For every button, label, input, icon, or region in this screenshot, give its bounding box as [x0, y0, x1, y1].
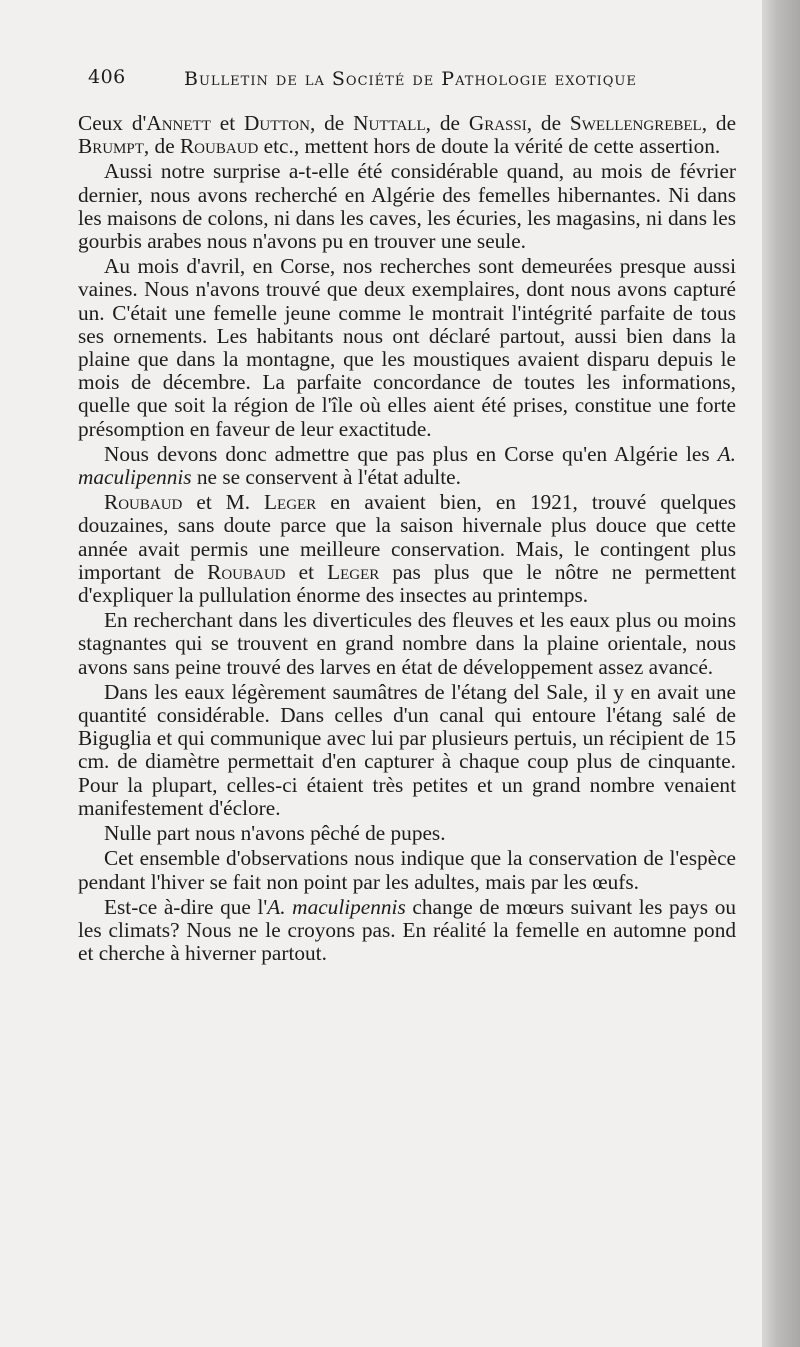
body-text — [78, 112, 736, 967]
text-run: Ceux d' — [78, 111, 147, 135]
text-run: et — [285, 559, 328, 584]
author-name: Roubaud — [207, 559, 286, 584]
paragraph-7: Dans les eaux légèrement saumâtres de l'étang del Sale, il y en avait une quantité considérable. Dans celles d'un canal qui entoure l'étang salé de Biguglia et qui communique avec lui par plusieurs pertuis, un récipient de 15 cm. de diamètre permettait d'en capturer à chaque coup plus de cinquante. Pour la plupart, celles-ci étaient très petites et un grand nombre venaient manifestement d'éclore. — [78, 679, 736, 820]
text-run: , de — [425, 111, 469, 135]
journal-title: Bulletin de la Société de Pathologie exotique — [184, 68, 637, 90]
author-name: Leger — [264, 490, 317, 515]
text-run: en avaient bien, en 1921, trouvé quelques douzaines, sans doute parce que la saison hivernale plus douce que cette année avait permis une meilleure conservation. Mais, le contingent plus important de — [78, 490, 736, 584]
text-run: pas plus que le nôtre ne permettent d'expliquer la pullulation énorme des insectes au printemps. — [78, 559, 736, 608]
text-run: ne se conservent à l'état adulte. — [191, 465, 461, 490]
paragraph-9: Cet ensemble d'observations nous indique que la conservation de l'espèce pendant l'hiver se fait non point par les adultes, mais par les œufs. — [78, 846, 736, 894]
paragraph-1 — [78, 112, 736, 158]
text-run: et M. — [182, 490, 265, 515]
author-name: Leger — [327, 559, 380, 584]
paragraph-6: En recherchant dans les diverticules des fleuves et les eaux plus ou moins stagnantes qui se trouvent en grand nombre dans la plaine orientale, nous avons sans peine trouvé des larves en état de développement assez avancé. — [78, 608, 736, 679]
text-run: , de — [309, 111, 354, 135]
author-name: Annett — [146, 111, 211, 135]
text-run: , de — [526, 111, 570, 135]
paragraph-2: Aussi notre surprise a-t-elle été considérable quand, au mois de février dernier, nous avons recherché en Algérie des femelles hibernantes. Ni dans les maisons de colons, ni dans les caves, les écuries, les magasins, ni dans les gourbis arabes nous n'avons pu en trouver une seule. — [78, 159, 736, 254]
author-name: Roubaud — [104, 490, 183, 515]
running-header — [88, 66, 648, 96]
species-name: A. maculipennis — [267, 894, 406, 919]
author-name: Swellengrebel — [569, 111, 702, 135]
text-run: et — [210, 111, 244, 135]
text-run: etc., mettent hors de doute la vérité de cette assertion. — [258, 134, 721, 159]
text-run: , de — [143, 134, 180, 159]
author-name: Roubaud — [179, 134, 259, 159]
species-name: A. maculipennis — [78, 441, 736, 490]
text-run: Nous devons donc admettre que pas plus en Corse qu'en Algérie les — [104, 441, 718, 466]
text-run: , de — [701, 111, 737, 135]
paragraph-5 — [78, 491, 736, 607]
paragraph-3: Au mois d'avril, en Corse, nos recherches sont demeurées presque aussi vaines. Nous n'avons trouvé que deux exemplaires, dont nous avons capturé un. C'était une femelle jeune comme le montrait l'intégrité parfaite de tous ses ornements. Les habitants nous ont déclaré partout, aussi bien dans la plaine que dans la montagne, que les moustiques avaient disparu depuis le mois de décembre. La parfaite concordance de toutes les informations, quelle que soit la région de l'île où elles aient été prises, constitue une forte présomption en faveur de leur exactitude. — [78, 254, 736, 441]
text-run: change de mœurs suivant les pays ou les climats? Nous ne le croyons pas. En réalité la femelle en automne pond et cherche à hiverner partout. — [78, 894, 736, 966]
paragraph-4 — [78, 443, 736, 489]
author-name: Dutton — [244, 111, 310, 135]
author-name: Nuttall — [353, 111, 426, 135]
page-edge-shadow — [762, 0, 800, 1347]
paragraph-8: Nulle part nous n'avons pêché de pupes. — [104, 821, 446, 846]
author-name: Grassi — [468, 111, 527, 135]
author-name: Brumpt — [78, 134, 144, 159]
paragraph-10 — [78, 896, 736, 966]
text-run: Est-ce à-dire que l' — [104, 894, 268, 919]
page-number: 406 — [88, 66, 126, 88]
